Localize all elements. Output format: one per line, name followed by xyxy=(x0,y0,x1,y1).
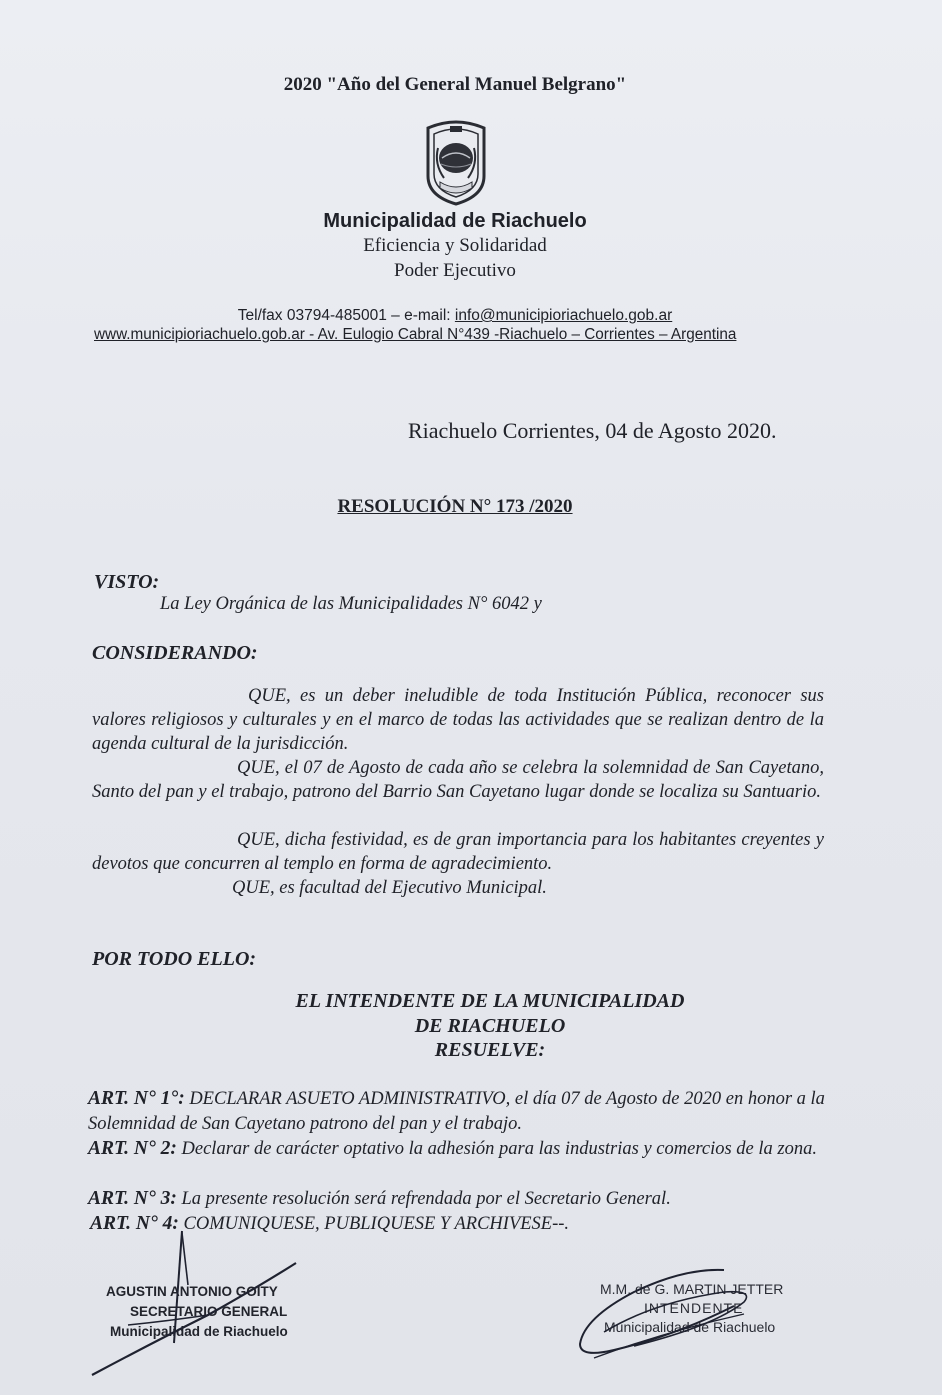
secretary-role: SECRETARIO GENERAL xyxy=(130,1304,288,1319)
municipality-name: Municipalidad de Riachuelo xyxy=(323,210,587,232)
handwritten-signature-left xyxy=(88,1225,308,1385)
contact-line xyxy=(0,307,910,325)
mayor-role: INTENDENTE xyxy=(644,1300,744,1316)
article-1: ART. N° 1°: DECLARAR ASUETO ADMINISTRATIVO, el día 07 de Agosto de 2020 en honor a la Solemnidad de San Cayetano patrono del pan y el trabajo. xyxy=(88,1088,825,1134)
considerando-paragraph: QUE, es facultad del Ejecutivo Municipal. xyxy=(232,878,547,898)
email-link[interactable]: info@municipioriachuelo.gob.ar xyxy=(454,307,673,324)
considerando-heading: CONSIDERANDO: xyxy=(92,642,258,664)
date-line: Riachuelo Corrientes, 04 de Agosto 2020. xyxy=(408,418,777,443)
mayor-org: Municipalidad de Riachuelo xyxy=(604,1319,776,1335)
visto-text: La Ley Orgánica de las Municipalidades N° 6042 y xyxy=(160,594,542,614)
considerando-paragraph: QUE, el 07 de Agosto de cada año se celebra la solemnidad de San Cayetano, Santo del pan y el trabajo, patrono del Barrio San Cayetano lugar donde se localiza su Santuario. xyxy=(92,758,824,802)
year-motto: 2020 "Año del General Manuel Belgrano" xyxy=(283,74,627,95)
article-3: ART. N° 3: La presente resolución será refrendada por el Secretario General. xyxy=(88,1188,671,1209)
secretary-name: AGUSTIN ANTONIO GOITY xyxy=(106,1284,278,1299)
resuelve-heading: RESUELVE: xyxy=(434,1039,546,1061)
address-line: www.municipioriachuelo.gob.ar - Av. Eulogio Cabral N°439 -Riachuelo – Corrientes – Argentina xyxy=(94,326,737,343)
mayor-name: M.M. de G. MARTIN JETTER xyxy=(600,1281,784,1297)
visto-heading: VISTO: xyxy=(94,571,160,593)
por-todo-ello-heading: POR TODO ELLO: xyxy=(92,948,257,970)
executive-branch: Poder Ejecutivo xyxy=(394,260,516,281)
resolution-title: RESOLUCIÓN N° 173 /2020 xyxy=(337,496,573,517)
authority-line-2: DE RIACHUELO xyxy=(414,1015,566,1037)
municipal-seal-icon xyxy=(420,118,492,206)
tagline: Eficiencia y Solidaridad xyxy=(363,235,547,256)
phone-text: Tel/fax 03794-485001 – e-mail: xyxy=(237,307,455,324)
considerando-paragraph: QUE, dicha festividad, es de gran importancia para los habitantes creyentes y devotos que concurren al templo en forma de agradecimiento. xyxy=(92,830,824,874)
secretary-org: Municipalidad de Riachuelo xyxy=(110,1324,288,1339)
handwritten-signature-right xyxy=(574,1262,774,1362)
authority-line-1: EL INTENDENTE DE LA MUNICIPALIDAD xyxy=(295,990,685,1012)
article-2: ART. N° 2: Declarar de carácter optativo la adhesión para las industrias y comercios de la zona. xyxy=(88,1138,817,1159)
considerando-paragraph: QUE, es un deber ineludible de toda Institución Pública, reconocer sus valores religiosos y culturales y en el marco de todas las actividades que se realizan dentro de la agenda cultural de la jurisdicción. xyxy=(92,686,824,754)
article-4: ART. N° 4: COMUNIQUESE, PUBLIQUESE Y ARCHIVESE--. xyxy=(90,1213,570,1234)
